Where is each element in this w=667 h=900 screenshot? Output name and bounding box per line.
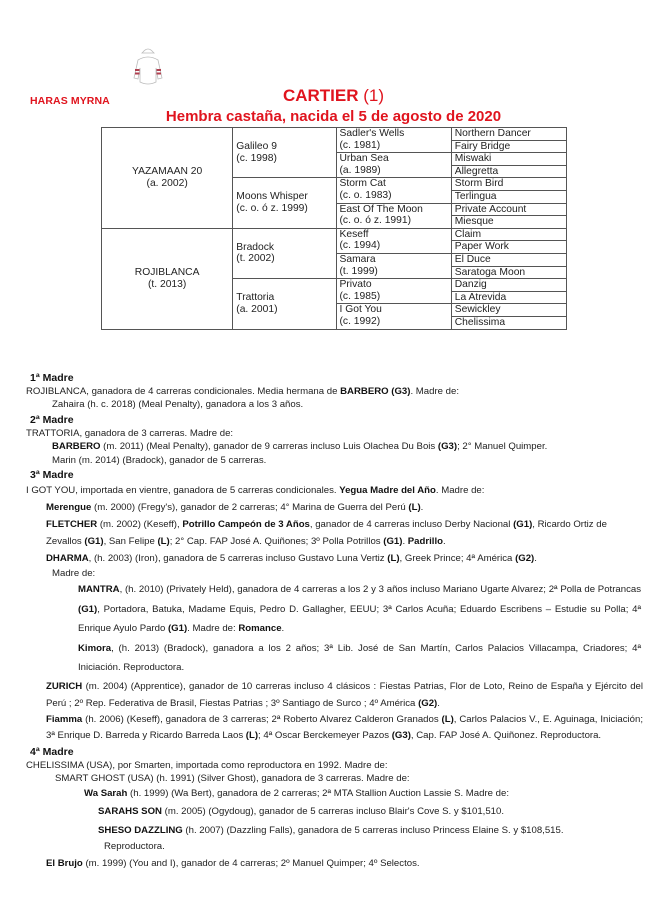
horse-number: (1) [363, 86, 385, 105]
ancestor-cell: Chelissima [451, 316, 566, 329]
offspring-note: Madre de: [52, 568, 96, 580]
horse-description: Hembra castaña, nacida el 5 de agosto de 2020 [165, 108, 502, 125]
offspring-entry: BARBERO (m. 2011) (Meal Penalty), ganador de 9 carreras incluso Luis Olachea Du Bois (G3); 2° Manuel Quimper. [52, 441, 548, 453]
ancestor-cell: Allegretta [451, 165, 566, 178]
grand-offspring-entry: Kimora, (h. 2013) (Bradock), ganadora a los 2 años; 3ª Lib. José de San Martín, Carlos Palacios Villacampa, Criadores; 4ª Iniciación. Reproductora. [78, 642, 641, 674]
offspring-entry: Fiamma (h. 2006) (Keseff), ganadora de 3 carreras; 2ª Roberto Alvarez Calderon Granados (L), Carlos Palacios V., E. Aguinaga, Iniciación; 3ª Enrique D. Barreda y Ricardo Barreda Laos (L); 4ª Oscar Berckemeyer Pazos (G3), Cap. FAP José A. Quiñonez. Reproductora. [46, 713, 643, 741]
offspring-entry: Merengue (m. 2000) (Fregy's), ganador de 2 carreras; 4° Marina de Guerra del Perú (L). [46, 502, 424, 514]
section-heading-2: 2ª Madre [30, 413, 74, 426]
grandparent-cell: Moons Whisper (c. o. ó z. 1999) [233, 178, 336, 228]
ancestor-cell: Paper Work [451, 241, 566, 254]
offspring-entry: Zahaira (h. c. 2018) (Meal Penalty), ganadora a los 3 años. [52, 399, 304, 411]
dam-entry: I GOT YOU, importada en vientre, ganadora de 5 carreras condicionales. Yegua Madre del Año. Madre de: [26, 485, 485, 497]
great-grandparent-cell: Storm Cat (c. o. 1983) [336, 178, 451, 203]
great-grandparent-cell: Samara (t. 1999) [336, 253, 451, 278]
section-heading-3: 3ª Madre [30, 469, 74, 482]
ancestor-cell: Claim [451, 228, 566, 241]
pedigree-table [101, 127, 567, 330]
ancestor-cell: El Duce [451, 253, 566, 266]
offspring-entry: FLETCHER (m. 2002) (Keseff), Potrillo Campeón de 3 Años, ganador de 4 carreras incluso Derby Nacional (G1), Ricardo Ortiz de Zevallos (G1), San Felipe (L); 2° Cap. FAP José A. Quiñones; 3º Polla Potrillos (G1). Padrillo. [46, 519, 607, 548]
great-grand-offspring-entry: SARAHS SON (m. 2005) (Ogydoug), ganador de 5 carreras incluso Blair's Cove S. y $101,510. [98, 805, 505, 817]
ancestor-cell: La Atrevida [451, 291, 566, 304]
ancestor-cell: Northern Dancer [451, 128, 566, 141]
dam-cell: ROJIBLANCA (t. 2013) [102, 228, 233, 329]
offspring-entry: ZURICH (m. 2004) (Apprentice), ganador de 10 carreras incluso 4 clásicos : Fiestas Patrias, Flor de Loto, Reino de España y Ejército del Perú ; 2º Rep. Federativa de Brasil, Fiestas Patrias ; 3º Santiago de Surco ; 4º América (G2). [46, 680, 643, 709]
ancestor-cell: Private Account [451, 203, 566, 216]
ancestor-cell: Terlingua [451, 190, 566, 203]
offspring-entry: El Brujo (m. 1999) (You and I), ganador de 4 carreras; 2º Manuel Quimper; 4º Selectos. [46, 857, 420, 869]
great-grandparent-cell: Sadler's Wells (c. 1981) [336, 128, 451, 153]
ancestor-cell: Storm Bird [451, 178, 566, 191]
section-heading-4: 4ª Madre [30, 745, 74, 758]
jockey-silks-icon [130, 44, 166, 88]
dam-entry: TRATTORIA, ganadora de 3 carreras. Madre de: [26, 427, 234, 439]
great-grandparent-cell: I Got You (c. 1992) [336, 304, 451, 329]
great-grandparent-cell: Keseff (c. 1994) [336, 228, 451, 253]
pedigree-row [102, 128, 567, 141]
great-grandparent-cell: Urban Sea (a. 1989) [336, 153, 451, 178]
horse-title [0, 86, 667, 106]
grandparent-cell: Galileo 9 (c. 1998) [233, 128, 336, 178]
great-grand-offspring-entry: SHESO DAZZLING (h. 2007) (Dazzling Falls), ganadora de 5 carreras incluso Princess Elaine S. y $108,515. [98, 824, 564, 836]
brand-name: HARAS MYRNA [30, 95, 110, 107]
horse-name: CARTIER [282, 86, 359, 105]
grand-offspring-entry: Wa Sarah (h. 1999) (Wa Bert), ganadora de 2 carreras; 2ª MTA Stallion Auction Lassie S. Madre de: [84, 787, 509, 799]
ancestor-cell: Miesque [451, 216, 566, 229]
dam-lines [0, 370, 667, 873]
offspring-entry: SMART GHOST (USA) (h. 1991) (Silver Ghost), ganadora de 3 carreras. Madre de: [55, 772, 410, 784]
document-header [0, 0, 667, 125]
offspring-entry: Marin (m. 2014) (Bradock), ganador de 5 carreras. [52, 454, 267, 466]
ancestor-cell: Saratoga Moon [451, 266, 566, 279]
dam-entry: CHELISSIMA (USA), por Smarten, importada como reproductora en 1992. Madre de: [26, 759, 388, 771]
section-heading-1: 1ª Madre [30, 372, 74, 384]
offspring-entry: DHARMA, (h. 2003) (Iron), ganadora de 5 carreras incluso Gustavo Luna Vertiz (L), Greek Prince; 4ª América (G2). [46, 553, 537, 565]
sire-cell: YAZAMAAN 20 (a. 2002) [102, 128, 233, 229]
ancestor-cell: Sewickley [451, 304, 566, 317]
dam-entry: ROJIBLANCA, ganadora de 4 carreras condicionales. Media hermana de BARBERO (G3). Madre de: [26, 386, 459, 397]
ancestor-cell: Miswaki [451, 153, 566, 166]
great-grandparent-cell: Privato (c. 1985) [336, 279, 451, 304]
ancestor-cell: Danzig [451, 279, 566, 292]
grandparent-cell: Bradock (t. 2002) [233, 228, 336, 278]
grandparent-cell: Trattoria (a. 2001) [233, 279, 336, 329]
great-grandparent-cell: East Of The Moon (c. o. ó z. 1991) [336, 203, 451, 228]
pedigree-row [102, 228, 567, 241]
great-grand-offspring-note: Reproductora. [104, 840, 165, 852]
ancestor-cell: Fairy Bridge [451, 140, 566, 153]
grand-offspring-entry: MANTRA, (h. 2010) (Privately Held), ganadora de 4 carreras a los 2 y 3 años incluso Mariano Ugarte Alvarez; 2ª Polla de Potrancas (G1), Portadora, Batuka, Madame Equis, Pedro D. Gallagher, EEUU; 3ª Carlos Acuña; Eduardo Escribens – Estudie su Polla; 4ª Enrique Ayulo Pardo (G1). Madre de: Romance. [78, 584, 641, 635]
